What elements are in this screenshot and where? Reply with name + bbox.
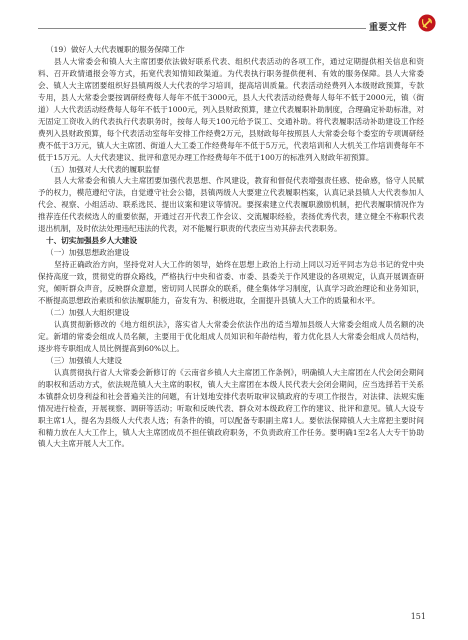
section-header-title: 重要文件 bbox=[366, 20, 411, 33]
subsection-heading: （三）加强镇人大建设 bbox=[46, 355, 122, 365]
subsection-heading: （一）加强思想政治建设 bbox=[46, 248, 130, 258]
body-paragraph: 县人大常委会和镇人大主席团要依法做好联系代表、组织代表活动的各项工作，通过定期提供相关信息和资料、召开政情通报会等方式，拓宽代表知情知政渠道。为代表执行职务提供便利、有效的服务保障。县人大常委会、镇人大主席团要组织好县镇两级人大代表的学习培训，提高培训质量。代表活动经费列入本级财政预算，专款专用，县人大常委会要按调研经费每人每年不低于3000元，县人大代表活动经费每人每年不低于2000元，镇（街道）人大代表活动经费每人每年不低于1000元，列入县财政预算，建立代表履职补助制度，合理确定补助标准，对无固定工资收入的代表执行代表职务时，按每人每天100元给予误工、交通补助。将代表履职活动补助建设工作经费列入县财政预算，每个代表活动室每年安排工作经费2万元，县财政每年按照县人大常委会每个委室的专项调研经费不低于3万元，镇人大主席团、街道人大工委工作经费每年不低于5万元，代表培训和人大机关工作培训费每年不低于15万元。人大代表建议、批评和意见办理工作经费每年不低于100万的标准列入财政年初预算。 bbox=[38, 56, 424, 162]
section-heading: 十、切实加强县乡人大建设 bbox=[46, 236, 138, 246]
body-paragraph: 坚持正确政治方向，坚持党对人大工作的领导，始终在思想上政治上行动上同以习近平同志为总书记的党中央保持高度一致，贯彻党的群众路线，严格执行中央和省委、市委、县委关于作风建设的各项规定，认真开展调查研究，倾听群众声音，反映群众意愿，密切同人民群众的联系，健全集体学习制度，认真学习政治理论和业务知识，不断提高思想政治素质和依法履职能力，奋发有为、积极进取，全面提升县镇人大工作的质量和水平。 bbox=[38, 260, 424, 306]
document-body bbox=[38, 44, 424, 450]
subsection-heading: （19）做好人大代表履职的服务保障工作 bbox=[46, 45, 185, 54]
page-number: 151 bbox=[410, 612, 426, 621]
party-emblem-icon bbox=[418, 14, 436, 32]
subsection-heading: （二）加强人大组织建设 bbox=[46, 307, 130, 317]
body-paragraph: 认真贯彻执行省人大常委会新修订的《云南省乡镇人大主席团工作条例》，明确镇人大主席团在人代会闭会期间的职权和活动方式，依法规范镇人大主席的职权，镇人大主席团在本级人民代表大会闭会期间，应当选择若干关系本镇群众切身利益和社会普遍关注的问题，有计划地安排代表听取审议镇政府的专项工作报告，对法律、法规实施情况进行检查，开展视察、调研等活动；听取和反映代表、群众对本级政府工作的建议、批评和意见。镇人大设专职主席1人，提名为县级人大代表人选；有条件的镇，可以配备专职副主席1人。要依法保障镇人大主席把主要时间和精力放在人大工作上，镇人大主席团成员不担任镇政府职务，不负责政府工作任务。要明确1至2名人大专干协助镇人大主席开展人大工作。 bbox=[38, 367, 424, 449]
body-paragraph: 县人大常委会和镇人大主席团要加强代表思想、作风建设，教育和督促代表增强责任感、使命感，恪守人民赋予的权力，模范遵纪守法，自觉遵守社会公德，县镇两级人大要建立代表履职档案，认真记录县镇人大代表参加人代会、视察、小组活动、联系选民、提出议案和建议等情况。要探索建立代表履职激励机制，把代表履职情况作为推荐连任代表候选人的重要依据，开通过召开代表工作会议、交流履职经验，表扬优秀代表，建立健全不称职代表退出机制，及时依法处理违纪违法的代表，对不能履行职责的代表应当劝其辞去代表职务。 bbox=[38, 176, 424, 234]
subsection-heading: （五）加强对人大代表的履职监督 bbox=[46, 164, 160, 174]
body-paragraph: 认真贯彻新修改的《地方组织法》，落实省人大常委会依法作出的适当增加县级人大常委会组成人员名额的决定。新增的常委会组成人员名额，主要用于优化组成人员知识和年龄结构，着力优化县人大常委会组成人员结构，逐步将专职组成人员比例提高到60%以上。 bbox=[38, 319, 424, 353]
header-rule bbox=[38, 28, 408, 29]
